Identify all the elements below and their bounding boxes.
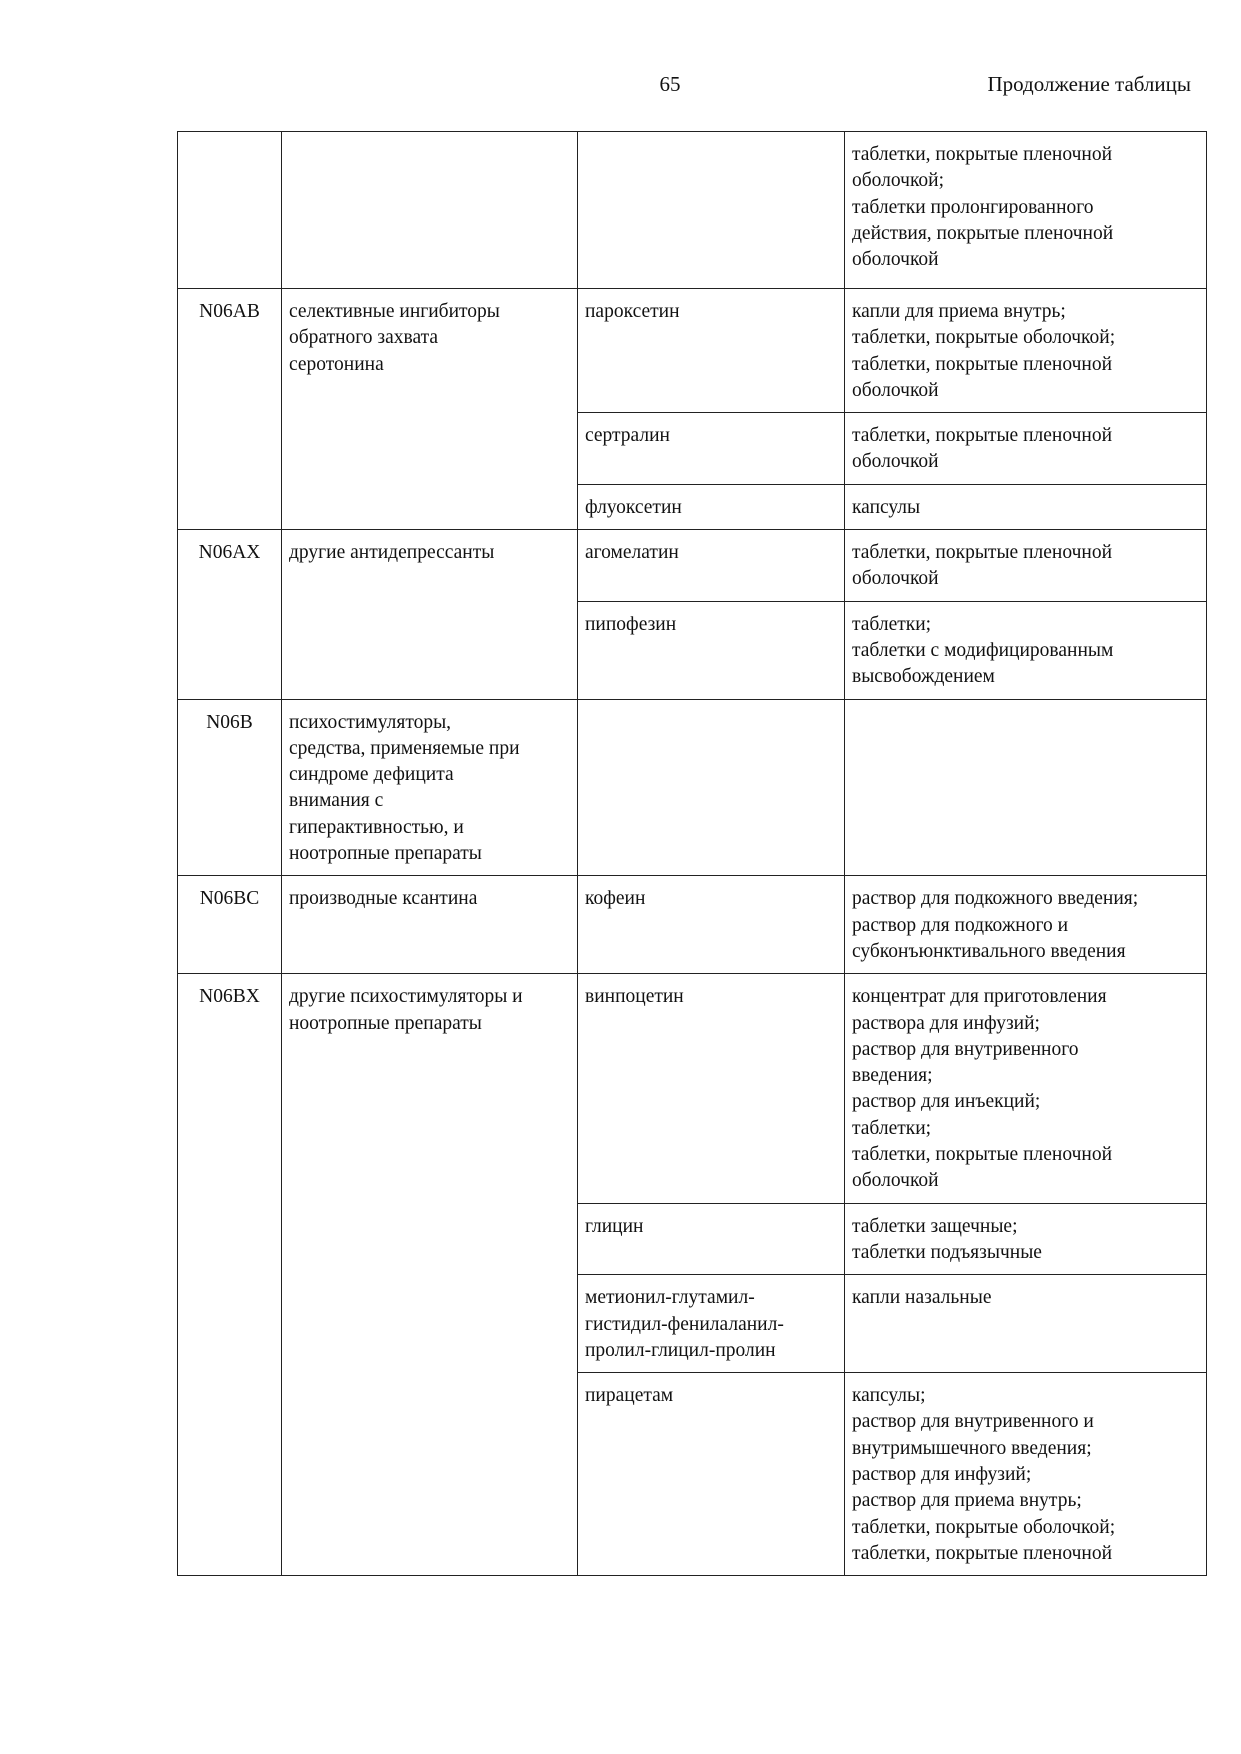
drug-name-line: пипофезин	[585, 613, 677, 635]
pharmacological-group-cell	[282, 699, 578, 876]
group-text-line: другие антидепрессанты	[289, 542, 495, 564]
drug-name-cell	[578, 699, 845, 876]
table-row	[178, 974, 1207, 1203]
dosage-form-line: раствор для внутривенного и	[852, 1411, 1094, 1433]
dosage-form-line: раствор для инъекций;	[852, 1091, 1041, 1113]
dosage-form-line: таблетки, покрытые оболочкой;	[852, 1516, 1116, 1538]
table-row	[178, 876, 1207, 974]
table-row	[178, 699, 1207, 876]
group-text-line: синдроме дефицита	[289, 764, 454, 786]
dosage-form-line: таблетки, покрытые пленочной	[852, 144, 1113, 165]
dosage-form-line: оболочкой	[852, 568, 939, 590]
dosage-form-line: капсулы;	[852, 1385, 926, 1407]
dosage-forms-cell	[845, 1203, 1207, 1275]
dosage-form-line: таблетки пролонгированного	[852, 196, 1094, 218]
drug-name-cell	[578, 1203, 845, 1275]
dosage-forms-cell	[845, 601, 1207, 699]
dosage-form-line: раствор для инфузий;	[852, 1463, 1032, 1485]
dosage-form-line: оболочкой	[852, 1170, 939, 1192]
dosage-form-line: введения;	[852, 1065, 933, 1087]
dosage-form-line: раствор для внутривенного	[852, 1038, 1079, 1060]
dosage-form-line: таблетки;	[852, 1117, 932, 1139]
atc-code-cell: N06AB	[178, 289, 282, 530]
drug-name-line: кофеин	[585, 888, 646, 910]
group-text-line: производные ксантина	[289, 888, 478, 910]
dosage-forms-cell	[845, 1275, 1207, 1373]
drug-name-line: пароксетин	[585, 301, 680, 322]
atc-code-cell: N06BX	[178, 974, 282, 1576]
atc-code-cell: N06AX	[178, 530, 282, 699]
drug-name-cell	[578, 413, 845, 485]
dosage-form-line: субконъюнктивального введения	[852, 940, 1126, 962]
dosage-form-line: раствора для инфузий;	[852, 1012, 1040, 1034]
dosage-form-line: раствор для подкожного введения;	[852, 888, 1139, 910]
dosage-form-line: таблетки, покрытые пленочной	[852, 1144, 1113, 1166]
table-row	[178, 132, 1207, 289]
drug-name-cell	[578, 530, 845, 602]
drug-name-cell	[578, 289, 845, 413]
dosage-forms-cell	[845, 413, 1207, 485]
drug-name-line: метионил-глутамил-	[585, 1287, 755, 1309]
dosage-form-line: оболочкой;	[852, 170, 945, 192]
dosage-form-line: оболочкой	[852, 249, 939, 271]
dosage-forms-cell	[845, 132, 1207, 289]
drug-name-line: гистидил-фенилаланил-	[585, 1313, 784, 1335]
table-row	[178, 530, 1207, 602]
drug-name-line: сертралин	[585, 425, 670, 447]
table-row	[178, 289, 1207, 413]
dosage-form-line: таблетки, покрытые пленочной	[852, 1542, 1113, 1564]
dosage-form-line: таблетки с модифицированным	[852, 639, 1114, 661]
pharmacological-group-cell	[282, 974, 578, 1576]
group-text-line: селективные ингибиторы	[289, 301, 500, 322]
table-continuation-label: Продолжение таблицы	[987, 72, 1191, 96]
drug-name-cell	[578, 1275, 845, 1373]
dosage-form-line: действия, покрытые пленочной	[852, 222, 1114, 244]
group-text-line: другие психостимуляторы и	[289, 986, 523, 1008]
drug-name-cell	[578, 1373, 845, 1576]
group-text-line: средства, применяемые при	[289, 737, 520, 759]
group-text-line: внимания с	[289, 790, 384, 812]
drug-name-line: пирацетам	[585, 1385, 674, 1407]
drug-name-cell	[578, 132, 845, 289]
dosage-form-line: таблетки;	[852, 613, 932, 635]
dosage-form-line: таблетки, покрытые пленочной	[852, 542, 1113, 564]
dosage-form-line: оболочкой	[852, 451, 939, 473]
dosage-form-line: оболочкой	[852, 379, 939, 401]
medication-table	[177, 131, 1207, 1576]
dosage-form-line: концентрат для приготовления	[852, 986, 1107, 1008]
pharmacological-group-cell	[282, 289, 578, 530]
dosage-form-line: капли для приема внутрь;	[852, 301, 1066, 322]
group-text-line: ноотропные препараты	[289, 1012, 482, 1034]
drug-name-cell	[578, 601, 845, 699]
table-body	[178, 132, 1207, 1576]
dosage-form-line: раствор для подкожного и	[852, 914, 1069, 936]
dosage-forms-cell	[845, 289, 1207, 413]
dosage-forms-cell	[845, 484, 1207, 529]
pharmacological-group-cell	[282, 530, 578, 699]
dosage-forms-cell	[845, 974, 1207, 1203]
drug-name-line: пролил-глицил-пролин	[585, 1339, 776, 1361]
dosage-form-line: внутримышечного введения;	[852, 1437, 1092, 1459]
dosage-forms-cell	[845, 530, 1207, 602]
dosage-form-line: таблетки защечные;	[852, 1215, 1018, 1237]
pharmacological-group-cell	[282, 876, 578, 974]
group-text-line: психостимуляторы,	[289, 711, 452, 733]
dosage-form-line: таблетки, покрытые пленочной	[852, 425, 1113, 447]
dosage-forms-cell	[845, 876, 1207, 974]
pharmacological-group-cell	[282, 132, 578, 289]
dosage-form-line: раствор для приема внутрь;	[852, 1490, 1082, 1512]
drug-name-cell	[578, 974, 845, 1203]
dosage-form-line: таблетки, покрытые пленочной	[852, 353, 1113, 375]
dosage-form-line: капсулы	[852, 496, 921, 518]
dosage-forms-cell	[845, 699, 1207, 876]
atc-code-cell	[178, 132, 282, 289]
drug-name-line: флуоксетин	[585, 496, 682, 518]
group-text-line: серотонина	[289, 353, 384, 375]
group-text-line: гиперактивностью, и	[289, 816, 464, 838]
drug-name-line: агомелатин	[585, 542, 679, 564]
drug-name-cell	[578, 876, 845, 974]
atc-code-cell: N06BC	[178, 876, 282, 974]
dosage-form-line: таблетки, покрытые оболочкой;	[852, 327, 1116, 349]
dosage-form-line: капли назальные	[852, 1287, 992, 1309]
drug-name-line: глицин	[585, 1215, 644, 1237]
atc-code-cell: N06B	[178, 699, 282, 876]
drug-name-cell	[578, 484, 845, 529]
dosage-form-line: таблетки подъязычные	[852, 1241, 1042, 1263]
group-text-line: ноотропные препараты	[289, 843, 482, 865]
page-number: 65	[659, 72, 681, 96]
dosage-forms-cell	[845, 1373, 1207, 1576]
dosage-form-line: высвобождением	[852, 666, 995, 688]
group-text-line: обратного захвата	[289, 327, 439, 349]
drug-name-line: винпоцетин	[585, 986, 684, 1008]
